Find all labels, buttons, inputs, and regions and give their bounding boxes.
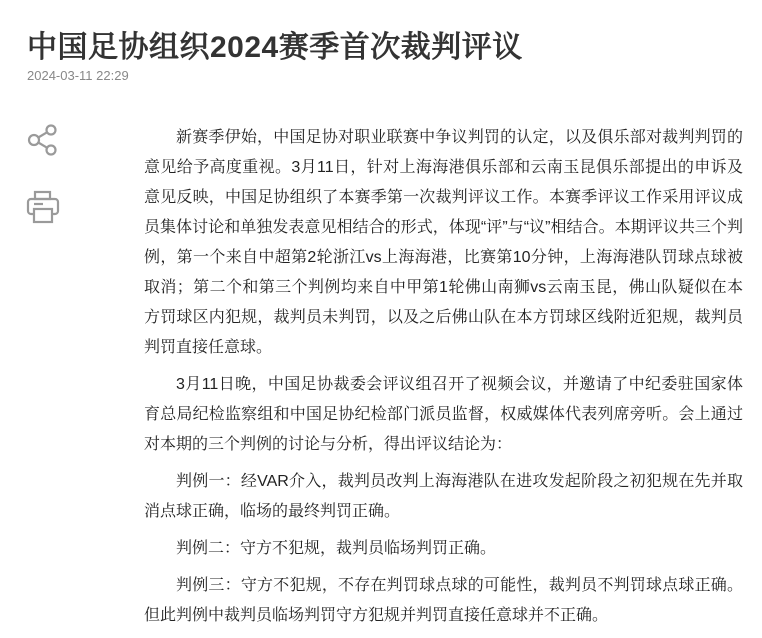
print-icon[interactable]: [26, 190, 60, 224]
share-icon[interactable]: [26, 123, 60, 157]
paragraph: 判例一：经VAR介入，裁判员改判上海海港队在进攻发起阶段之初犯规在先并取消点球正确，临场的最终判罚正确。: [144, 473, 743, 520]
paragraph: 判例二：守方不犯规，裁判员临场判罚正确。: [176, 540, 497, 557]
paragraph: 新赛季伊始，中国足协对职业联赛中争议判罚的认定，以及俱乐部对裁判判罚的意见给予高度重视。3月11日，针对上海海港俱乐部和云南玉昆俱乐部提出的申诉及意见反映，中国足协组织了本赛季第一次裁判评议工作。本赛季评议工作采用评议成员集体讨论和单独发表意见相结合的形式，体现“评”与“议”相结合。本期评议共三个判例，第一个来自中超第2轮浙江vs上海海港，比赛第10分钟，上海海港队罚球点球被取消；第二个和第三个判例均来自中甲第1轮佛山南狮vs云南玉昆，佛山队疑似在本方罚球区内犯规，裁判员未判罚，以及之后佛山队在本方罚球区线附近犯规，裁判员判罚直接任意球。: [144, 129, 743, 356]
article-title: 中国足协组织2024赛季首次裁判评议: [27, 31, 523, 64]
paragraph: 3月11日晚，中国足协裁委会评议组召开了视频会议，并邀请了中纪委驻国家体育总局纪检监察组和中国足协纪检部门派员监督，权威媒体代表列席旁听。会上通过对本期的三个判例的讨论与分析，得出评议结论为：: [144, 376, 743, 453]
publish-date: 2024-03-11 22:29: [27, 68, 129, 83]
article-body: [144, 123, 743, 638]
paragraph: 判例三：守方不犯规，不存在判罚球点球的可能性，裁判员不判罚球点球正确。但此判例中裁判员临场判罚守方犯规并判罚直接任意球并不正确。: [144, 577, 743, 624]
